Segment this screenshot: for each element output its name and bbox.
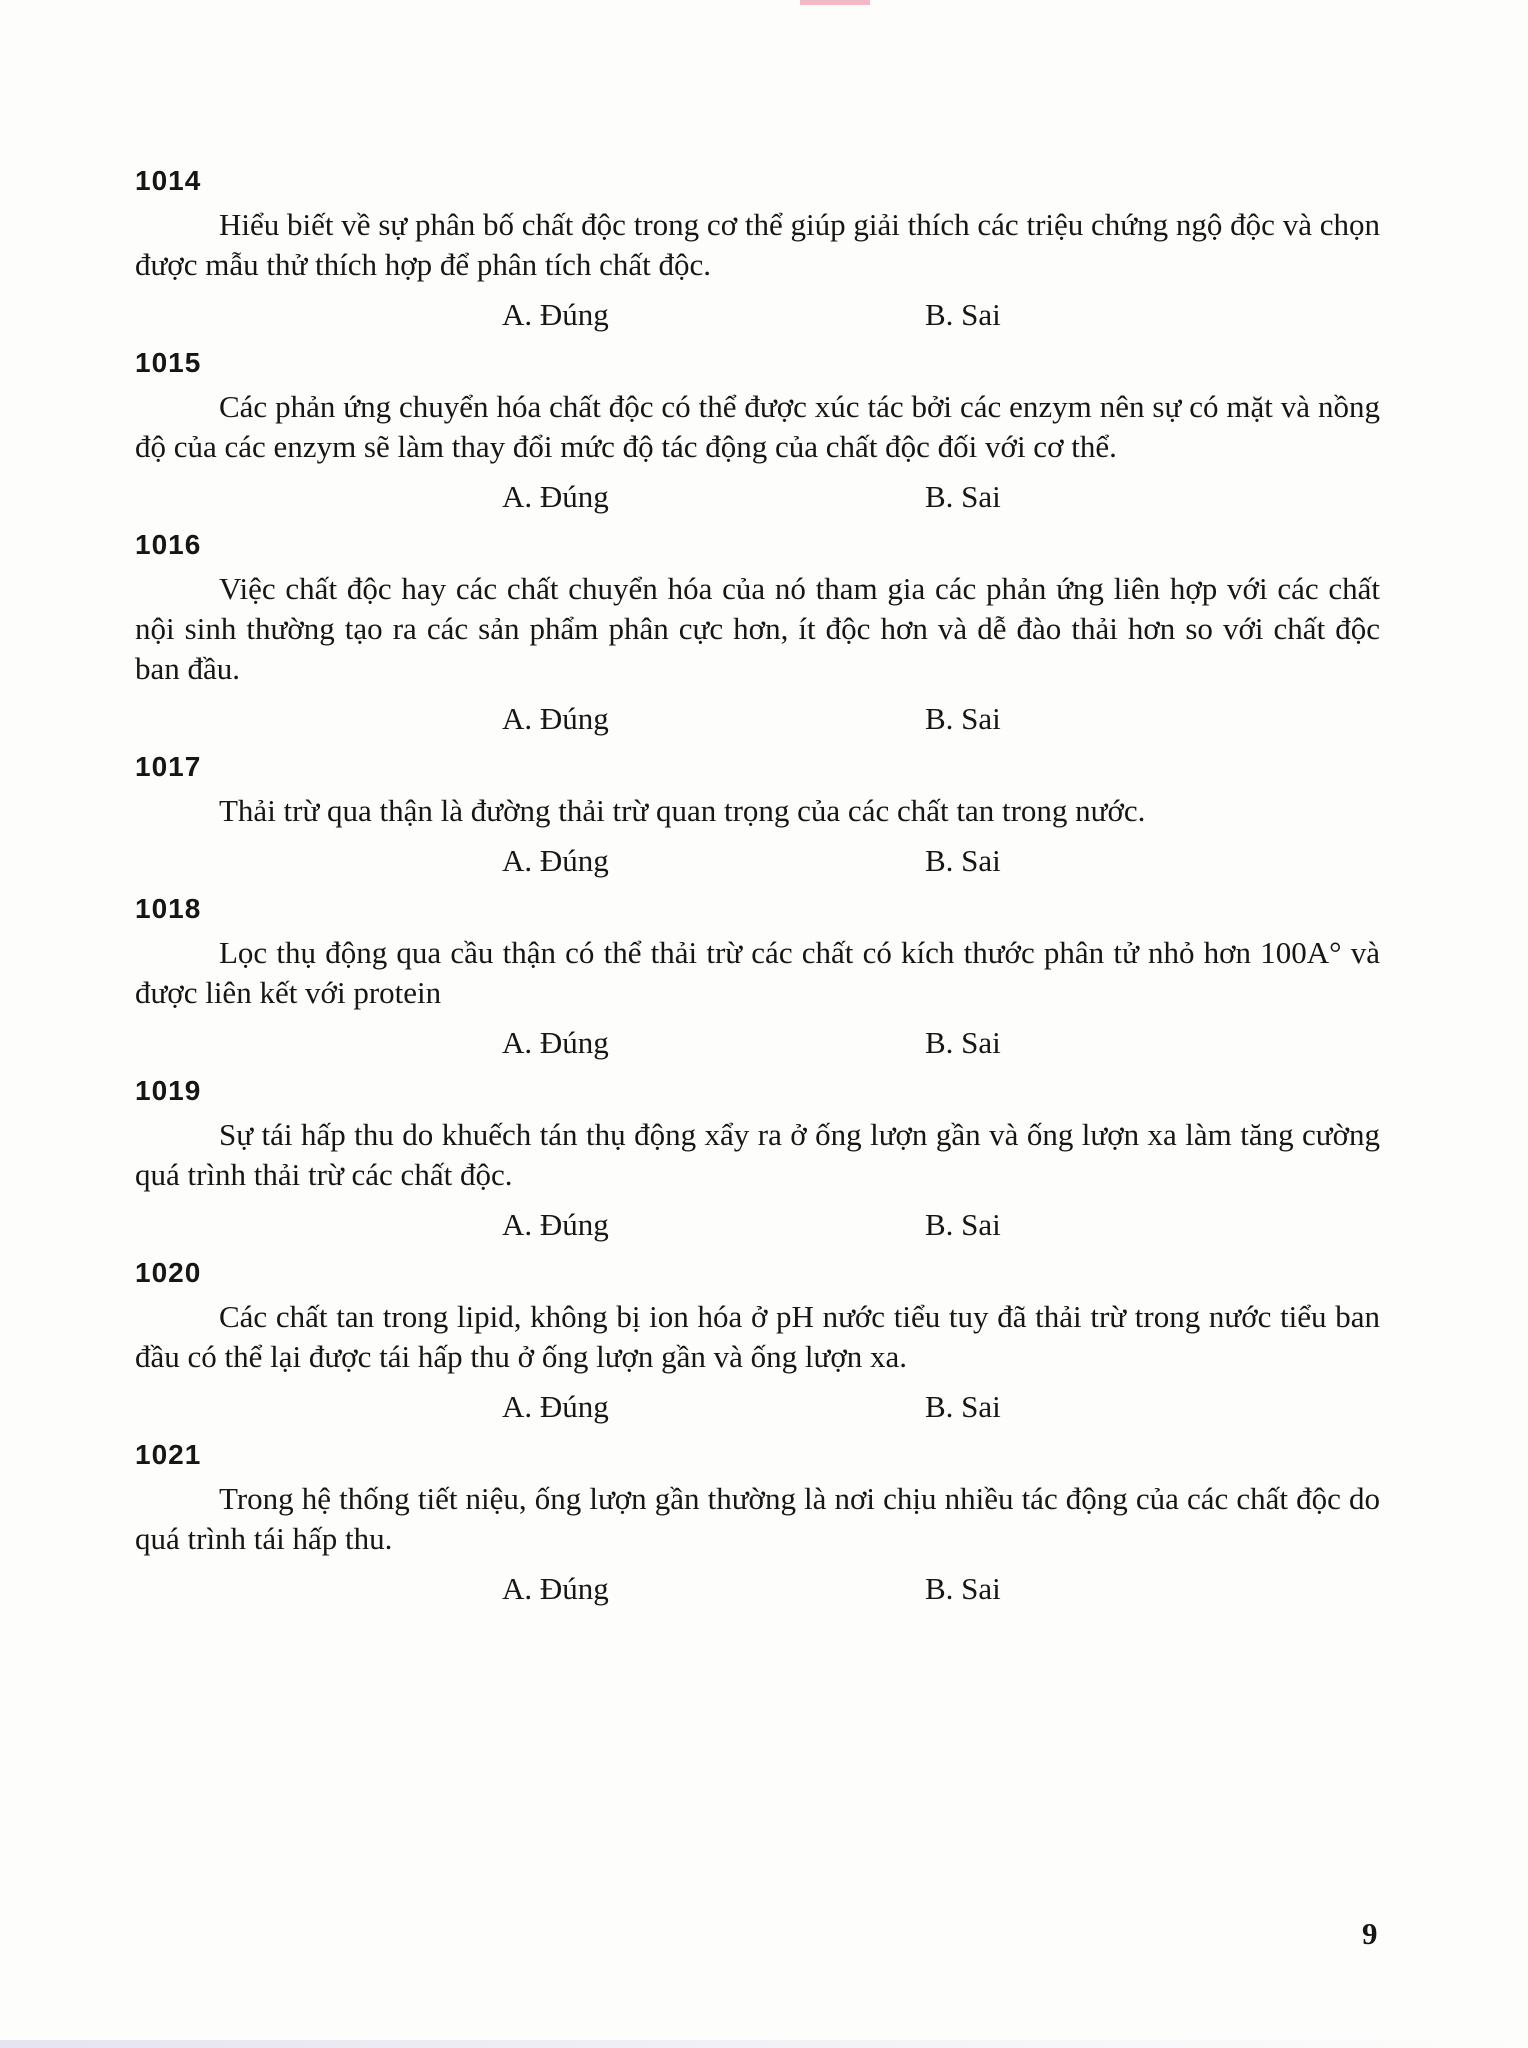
- answer-false: B. Sai: [925, 843, 1001, 878]
- answer-true: A. Đúng: [502, 1207, 609, 1242]
- question-text: Việc chất độc hay các chất chuyển hóa của nó tham gia các phản ứng liên hợp với các chất nội sinh thường tạo ra các sản phẩm phân cực hơn, ít độc hơn và dễ đào thải hơn so với chất độc ban đầu.: [135, 571, 1380, 686]
- answer-options: [135, 839, 1380, 883]
- answer-false: B. Sai: [925, 701, 1001, 736]
- question-text: Lọc thụ động qua cầu thận có thể thải trừ các chất có kích thước phân tử nhỏ hơn 100A° và được liên kết với protein: [135, 935, 1380, 1010]
- question-item: [135, 891, 1380, 1065]
- answer-true: A. Đúng: [502, 479, 609, 514]
- question-item: [135, 1255, 1380, 1429]
- question-number: 1020: [135, 1257, 202, 1288]
- question-item: [135, 1437, 1380, 1611]
- scan-edge-mark: [0, 2040, 1528, 2048]
- question-list: [135, 163, 1380, 1619]
- answer-true: A. Đúng: [502, 297, 609, 332]
- page-number: 9: [1362, 1916, 1378, 1951]
- question-number: 1014: [135, 165, 202, 196]
- question-item: [135, 1073, 1380, 1247]
- question-text: Các chất tan trong lipid, không bị ion hóa ở pH nước tiểu tuy đã thải trừ trong nước tiểu ban đầu có thể lại được tái hấp thu ở ống lượn gần và ống lượn xa.: [135, 1299, 1380, 1374]
- question-number: 1021: [135, 1439, 202, 1470]
- question-number: 1016: [135, 529, 202, 560]
- question-number: 1015: [135, 347, 202, 378]
- answer-false: B. Sai: [925, 1025, 1001, 1060]
- answer-options: [135, 1203, 1380, 1247]
- question-text: Hiểu biết về sự phân bố chất độc trong cơ thể giúp giải thích các triệu chứng ngộ độc và chọn được mẫu thử thích hợp để phân tích chất độc.: [135, 207, 1380, 282]
- answer-false: B. Sai: [925, 1207, 1001, 1242]
- question-text: Trong hệ thống tiết niệu, ống lượn gần thường là nơi chịu nhiều tác động của các chất độc do quá trình tái hấp thu.: [135, 1481, 1380, 1556]
- answer-options: [135, 1567, 1380, 1611]
- question-number: 1017: [135, 751, 202, 782]
- question-item: [135, 163, 1380, 337]
- answer-false: B. Sai: [925, 297, 1001, 332]
- question-text: Các phản ứng chuyển hóa chất độc có thể được xúc tác bởi các enzym nên sự có mặt và nồng độ của các enzym sẽ làm thay đổi mức độ tác động của chất độc đối với cơ thể.: [135, 389, 1380, 464]
- answer-true: A. Đúng: [502, 701, 609, 736]
- answer-options: [135, 1021, 1380, 1065]
- question-number: 1018: [135, 893, 202, 924]
- question-text: Sự tái hấp thu do khuếch tán thụ động xẩy ra ở ống lượn gần và ống lượn xa làm tăng cường quá trình thải trừ các chất độc.: [135, 1117, 1380, 1192]
- answer-false: B. Sai: [925, 479, 1001, 514]
- answer-true: A. Đúng: [502, 1025, 609, 1060]
- answer-true: A. Đúng: [502, 1571, 609, 1606]
- answer-true: A. Đúng: [502, 1389, 609, 1424]
- question-item: [135, 527, 1380, 741]
- question-number: 1019: [135, 1075, 202, 1106]
- answer-true: A. Đúng: [502, 843, 609, 878]
- question-item: [135, 749, 1380, 883]
- answer-false: B. Sai: [925, 1389, 1001, 1424]
- answer-options: [135, 1385, 1380, 1429]
- question-item: [135, 345, 1380, 519]
- scan-edge-mark: [800, 0, 870, 5]
- answer-options: [135, 475, 1380, 519]
- answer-false: B. Sai: [925, 1571, 1001, 1606]
- answer-options: [135, 293, 1380, 337]
- answer-options: [135, 697, 1380, 741]
- question-text: Thải trừ qua thận là đường thải trừ quan trọng của các chất tan trong nước.: [219, 793, 1146, 828]
